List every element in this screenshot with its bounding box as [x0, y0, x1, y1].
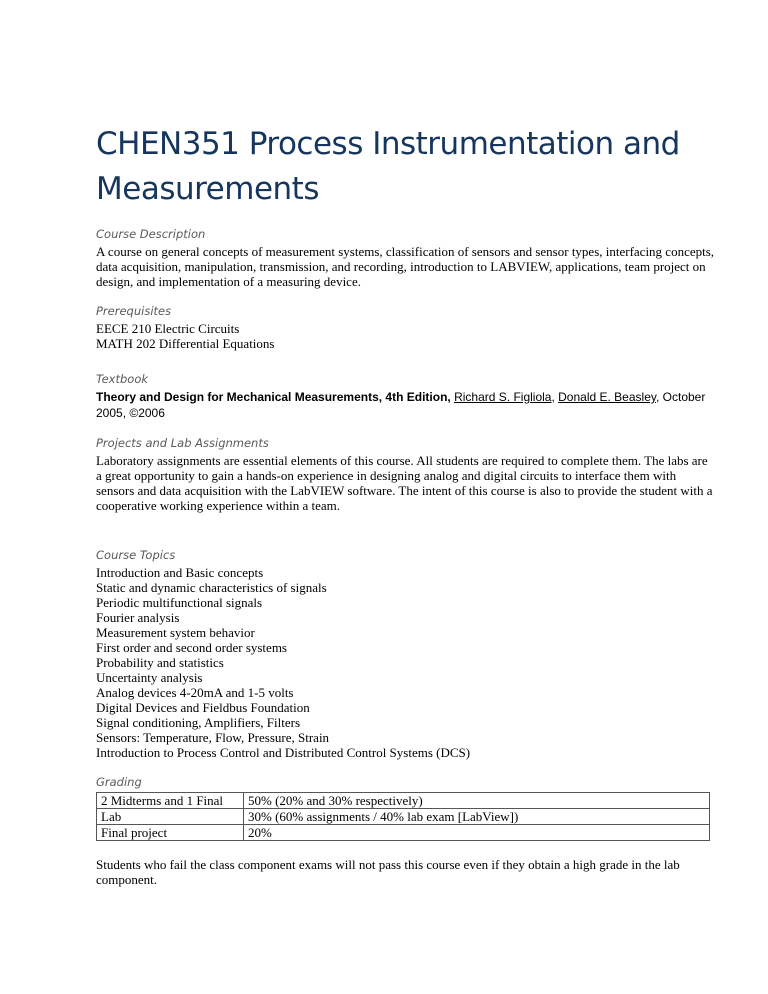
topic-item: Sensors: Temperature, Flow, Pressure, Strain	[96, 730, 330, 745]
grading-weight: 30% (60% assignments / 40% lab exam [LabView])	[244, 809, 710, 825]
projects-text: Laboratory assignments are essential elements of this course. All students are required to complete them. The labs are a great opportunity to gain a hands-on experience in designing analog and digital circuits to interface them with sensors and data acquisition with the LabVIEW software. The intent of this course is also to provide the student with a cooperative working experience within a team.	[96, 453, 713, 513]
grading-table	[96, 792, 710, 841]
topic-item: First order and second order systems	[96, 640, 287, 655]
topics-list	[96, 565, 716, 760]
grading-component: 2 Midterms and 1 Final	[97, 793, 244, 809]
author-link[interactable]: Donald E. Beasley	[558, 390, 656, 404]
grading-section	[96, 774, 716, 887]
topic-item: Periodic multifunctional signals	[96, 595, 263, 610]
topic-item: Introduction and Basic concepts	[96, 565, 264, 580]
textbook-date: , October 2005, ©2006	[96, 390, 706, 420]
topic-item: Signal conditioning, Amplifiers, Filters	[96, 715, 301, 730]
prerequisite-item: MATH 202 Differential Equations	[96, 336, 275, 351]
separator: ,	[551, 390, 559, 404]
table-row	[97, 793, 710, 809]
topic-item: Digital Devices and Fieldbus Foundation	[96, 700, 310, 715]
prerequisites-section	[96, 303, 716, 351]
description-text: A course on general concepts of measurement systems, classification of sensors and sensor types, interfacing concepts, data acquisition, manipulation, transmission, and recording, introduction to LABVIEW, applications, team project on design, and implementation of a measuring device.	[96, 244, 715, 289]
topics-section	[96, 547, 716, 760]
textbook-title: Theory and Design for Mechanical Measurements, 4th Edition,	[96, 390, 451, 404]
topic-item: Uncertainty analysis	[96, 670, 203, 685]
projects-section	[96, 435, 716, 513]
textbook-section	[96, 371, 716, 421]
grading-component: Final project	[97, 825, 244, 841]
page-title: CHEN351 Process Instrumentation and Measurements	[96, 126, 680, 207]
table-row	[97, 825, 710, 841]
topic-item: Probability and statistics	[96, 655, 224, 670]
section-heading: Course Description	[96, 227, 206, 241]
section-heading: Course Topics	[96, 548, 176, 562]
section-heading: Projects and Lab Assignments	[96, 436, 269, 450]
topic-item: Analog devices 4-20mA and 1-5 volts	[96, 685, 294, 700]
section-heading: Prerequisites	[96, 304, 172, 318]
author-link[interactable]: Richard S. Figliola	[454, 390, 552, 404]
course-description-section	[96, 226, 716, 289]
prerequisite-item: EECE 210 Electric Circuits	[96, 321, 240, 336]
topic-item: Static and dynamic characteristics of signals	[96, 580, 327, 595]
grading-note: Students who fail the class component exams will not pass this course even if they obtain a high grade in the lab component.	[96, 857, 680, 887]
grading-weight: 50% (20% and 30% respectively)	[244, 793, 710, 809]
section-heading: Grading	[96, 775, 142, 789]
topic-item: Introduction to Process Control and Distributed Control Systems (DCS)	[96, 745, 471, 760]
grading-component: Lab	[97, 809, 244, 825]
section-heading: Textbook	[96, 372, 149, 386]
table-row	[97, 809, 710, 825]
grading-weight: 20%	[244, 825, 710, 841]
topic-item: Fourier analysis	[96, 610, 180, 625]
topic-item: Measurement system behavior	[96, 625, 255, 640]
textbook-citation	[96, 389, 716, 421]
